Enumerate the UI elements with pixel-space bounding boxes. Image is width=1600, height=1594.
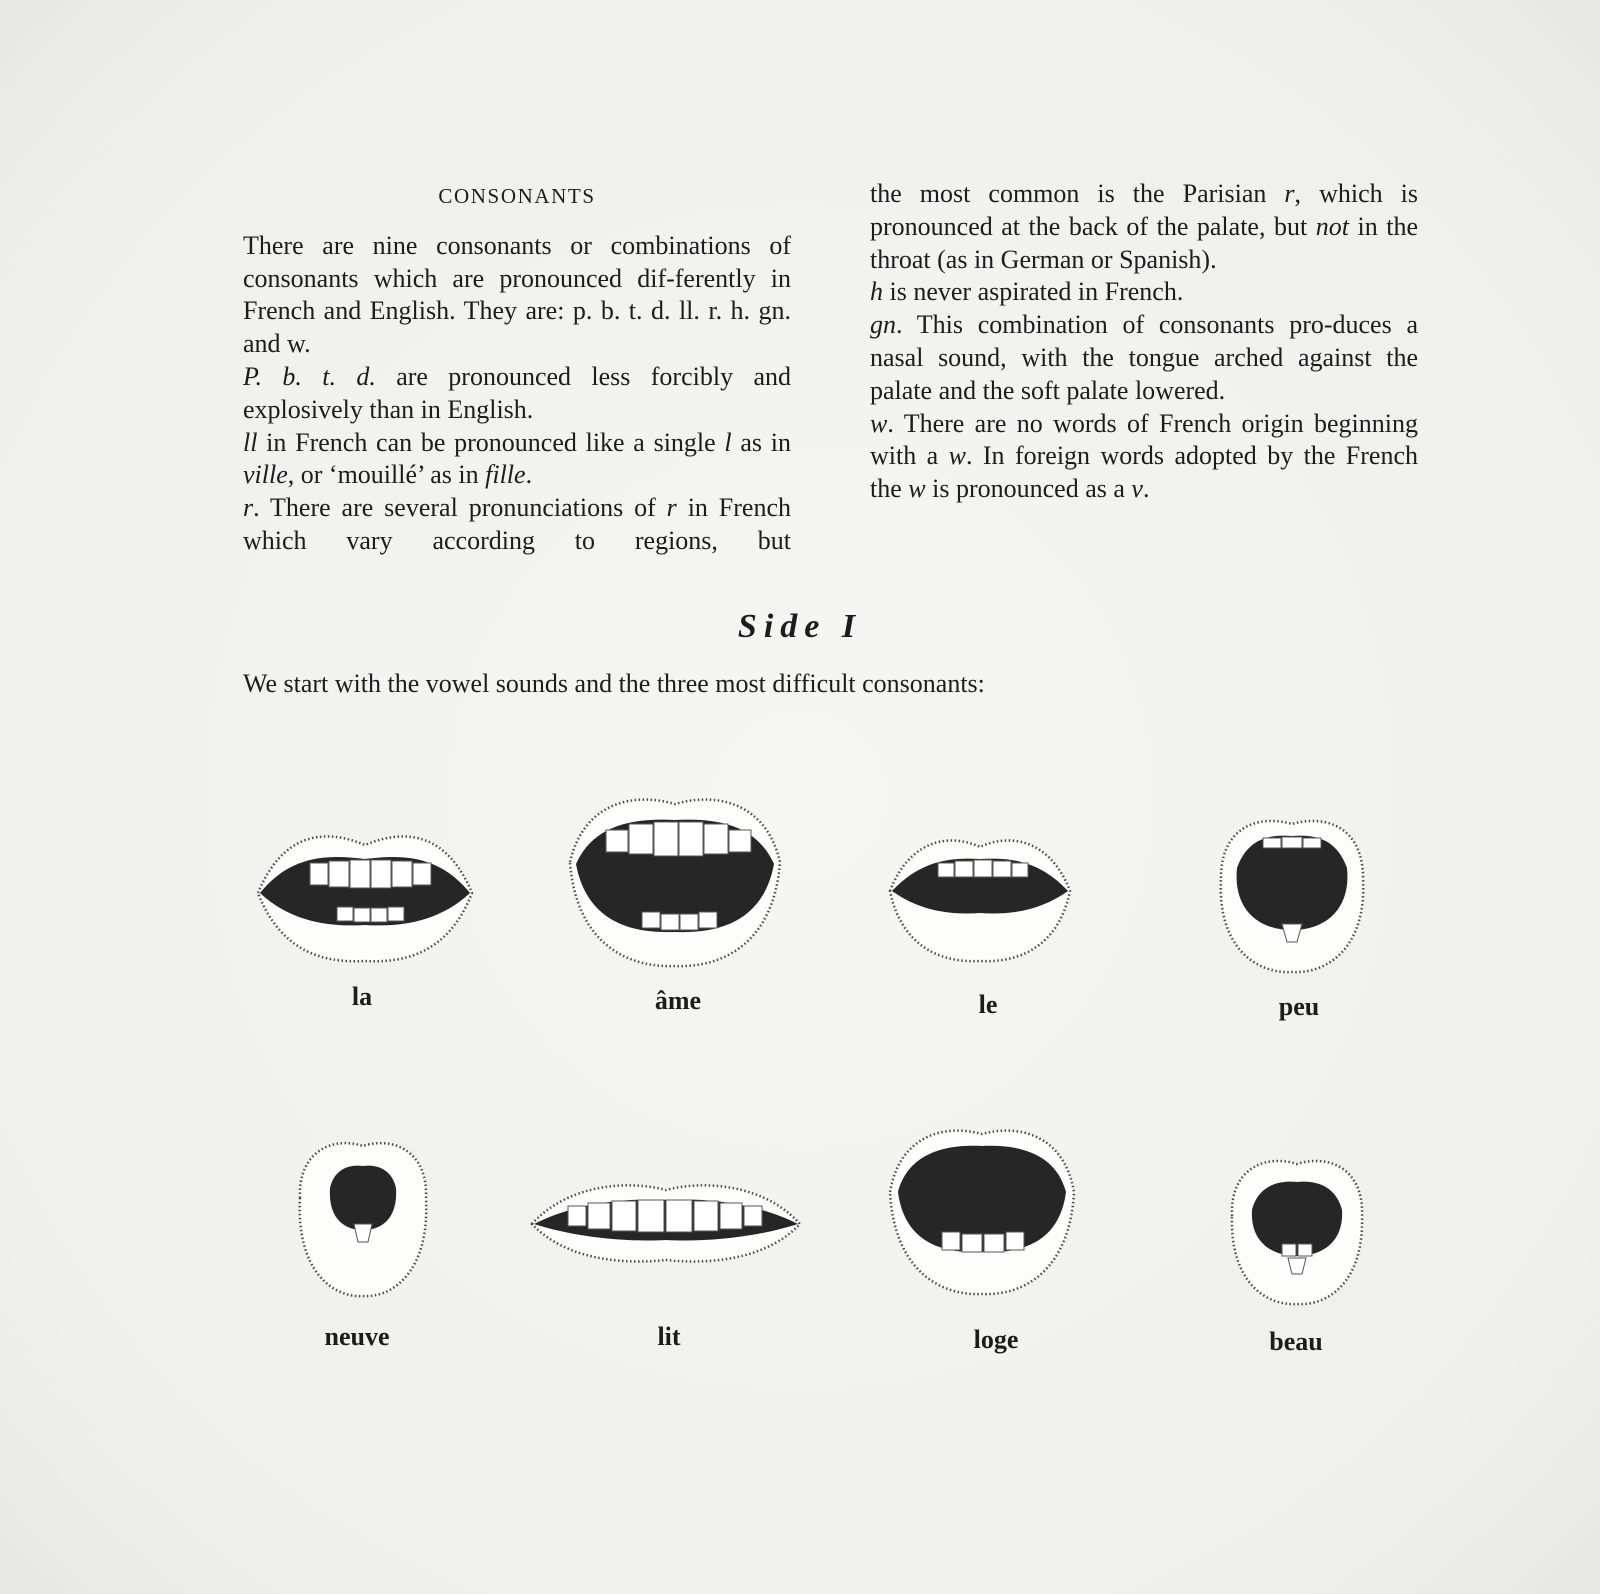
left-column [243, 178, 791, 558]
w-text-a: . There are no words of French origin beginning with a [870, 408, 1418, 471]
ll-text-b: as in [731, 427, 791, 457]
mouth-la-illustration [252, 815, 478, 965]
word-ville: ville [243, 460, 288, 490]
word-not: not [1315, 211, 1349, 241]
intro-line: We start with the vowel sounds and the three most difficult consonants: [243, 669, 985, 698]
paragraph-ll [243, 427, 791, 493]
parisian-text-a: the most common is the Parisian [870, 179, 1285, 208]
w-letter-2: w [908, 474, 926, 504]
ll-single-l: l [724, 427, 732, 457]
h-text: is never aspirated in French. [883, 277, 1184, 307]
side-title: Side I [737, 608, 863, 645]
paragraph-r [243, 492, 791, 558]
paragraph-w [870, 408, 1418, 506]
paragraph-parisian-r [870, 178, 1418, 276]
mouth-peu-illustration [1207, 808, 1377, 978]
mouth-label-neuve: neuve [324, 1322, 390, 1351]
r-text-a: . There are several pronunciations of [253, 493, 667, 523]
term-r: r [243, 493, 254, 523]
mouth-label-beau: beau [1269, 1327, 1323, 1356]
mouth-label-peu: peu [1278, 992, 1320, 1021]
term-gn: gn [870, 310, 896, 340]
mouth-label-ame: âme [654, 986, 702, 1015]
mouth-lit-illustration [528, 1176, 804, 1266]
paragraph-pbtd [243, 361, 791, 427]
ll-end: . [525, 460, 533, 490]
word-fille: fille [485, 460, 526, 490]
term-h: h [870, 277, 883, 307]
parisian-r: r [1284, 179, 1295, 208]
mouth-loge-illustration [884, 1118, 1080, 1298]
w-text-c: is pronounced as a [925, 474, 1132, 504]
ll-text-c: , or ‘mouillé’ as in [287, 460, 486, 490]
term-w: w [870, 408, 888, 438]
r-letter: r [666, 493, 677, 523]
paragraph-gn [870, 309, 1418, 407]
w-text-b: . In foreign words adopted by the French the [870, 441, 1419, 504]
paragraph-h [870, 276, 1418, 309]
mouth-label-loge: loge [973, 1325, 1019, 1354]
pbtd-text: are pronounced less forcibly and explosively than in English. [243, 361, 791, 424]
paragraph-intro [243, 230, 791, 361]
right-column [870, 178, 1418, 506]
mouth-label-la: la [351, 982, 373, 1011]
term-ll: ll [243, 427, 258, 457]
gn-text: . This combination of consonants pro-duces a nasal sound, with the tongue arched against the palate and the soft palate lowered. [870, 310, 1418, 405]
term-pbtd: P. b. t. d. [243, 361, 376, 391]
mouth-label-lit: lit [657, 1322, 681, 1351]
mouth-beau-illustration [1222, 1150, 1372, 1310]
w-letter: w [948, 441, 966, 471]
mouth-ame-illustration [564, 782, 786, 972]
v-letter: v [1131, 474, 1143, 504]
ll-text-a: in French can be pronounced like a single [257, 427, 725, 457]
mouth-le-illustration [886, 825, 1074, 965]
parisian-text-c: in the throat (as in German or Spanish). [870, 211, 1418, 274]
w-end: . [1142, 474, 1150, 504]
parisian-text-b: , which is pronounced at the back of the palate, but [870, 179, 1419, 241]
r-text-b: in French which vary according to regions, but [243, 493, 791, 555]
mouth-label-le: le [978, 990, 998, 1019]
consonants-heading: CONSONANTS [438, 184, 596, 208]
mouth-neuve-illustration [288, 1132, 438, 1302]
paragraph-intro-text: There are nine consonants or combinations of consonants which are pronounced dif-ferently in French and English. They are: p. b. t. d. ll. r. h. gn. and w. [243, 230, 791, 359]
